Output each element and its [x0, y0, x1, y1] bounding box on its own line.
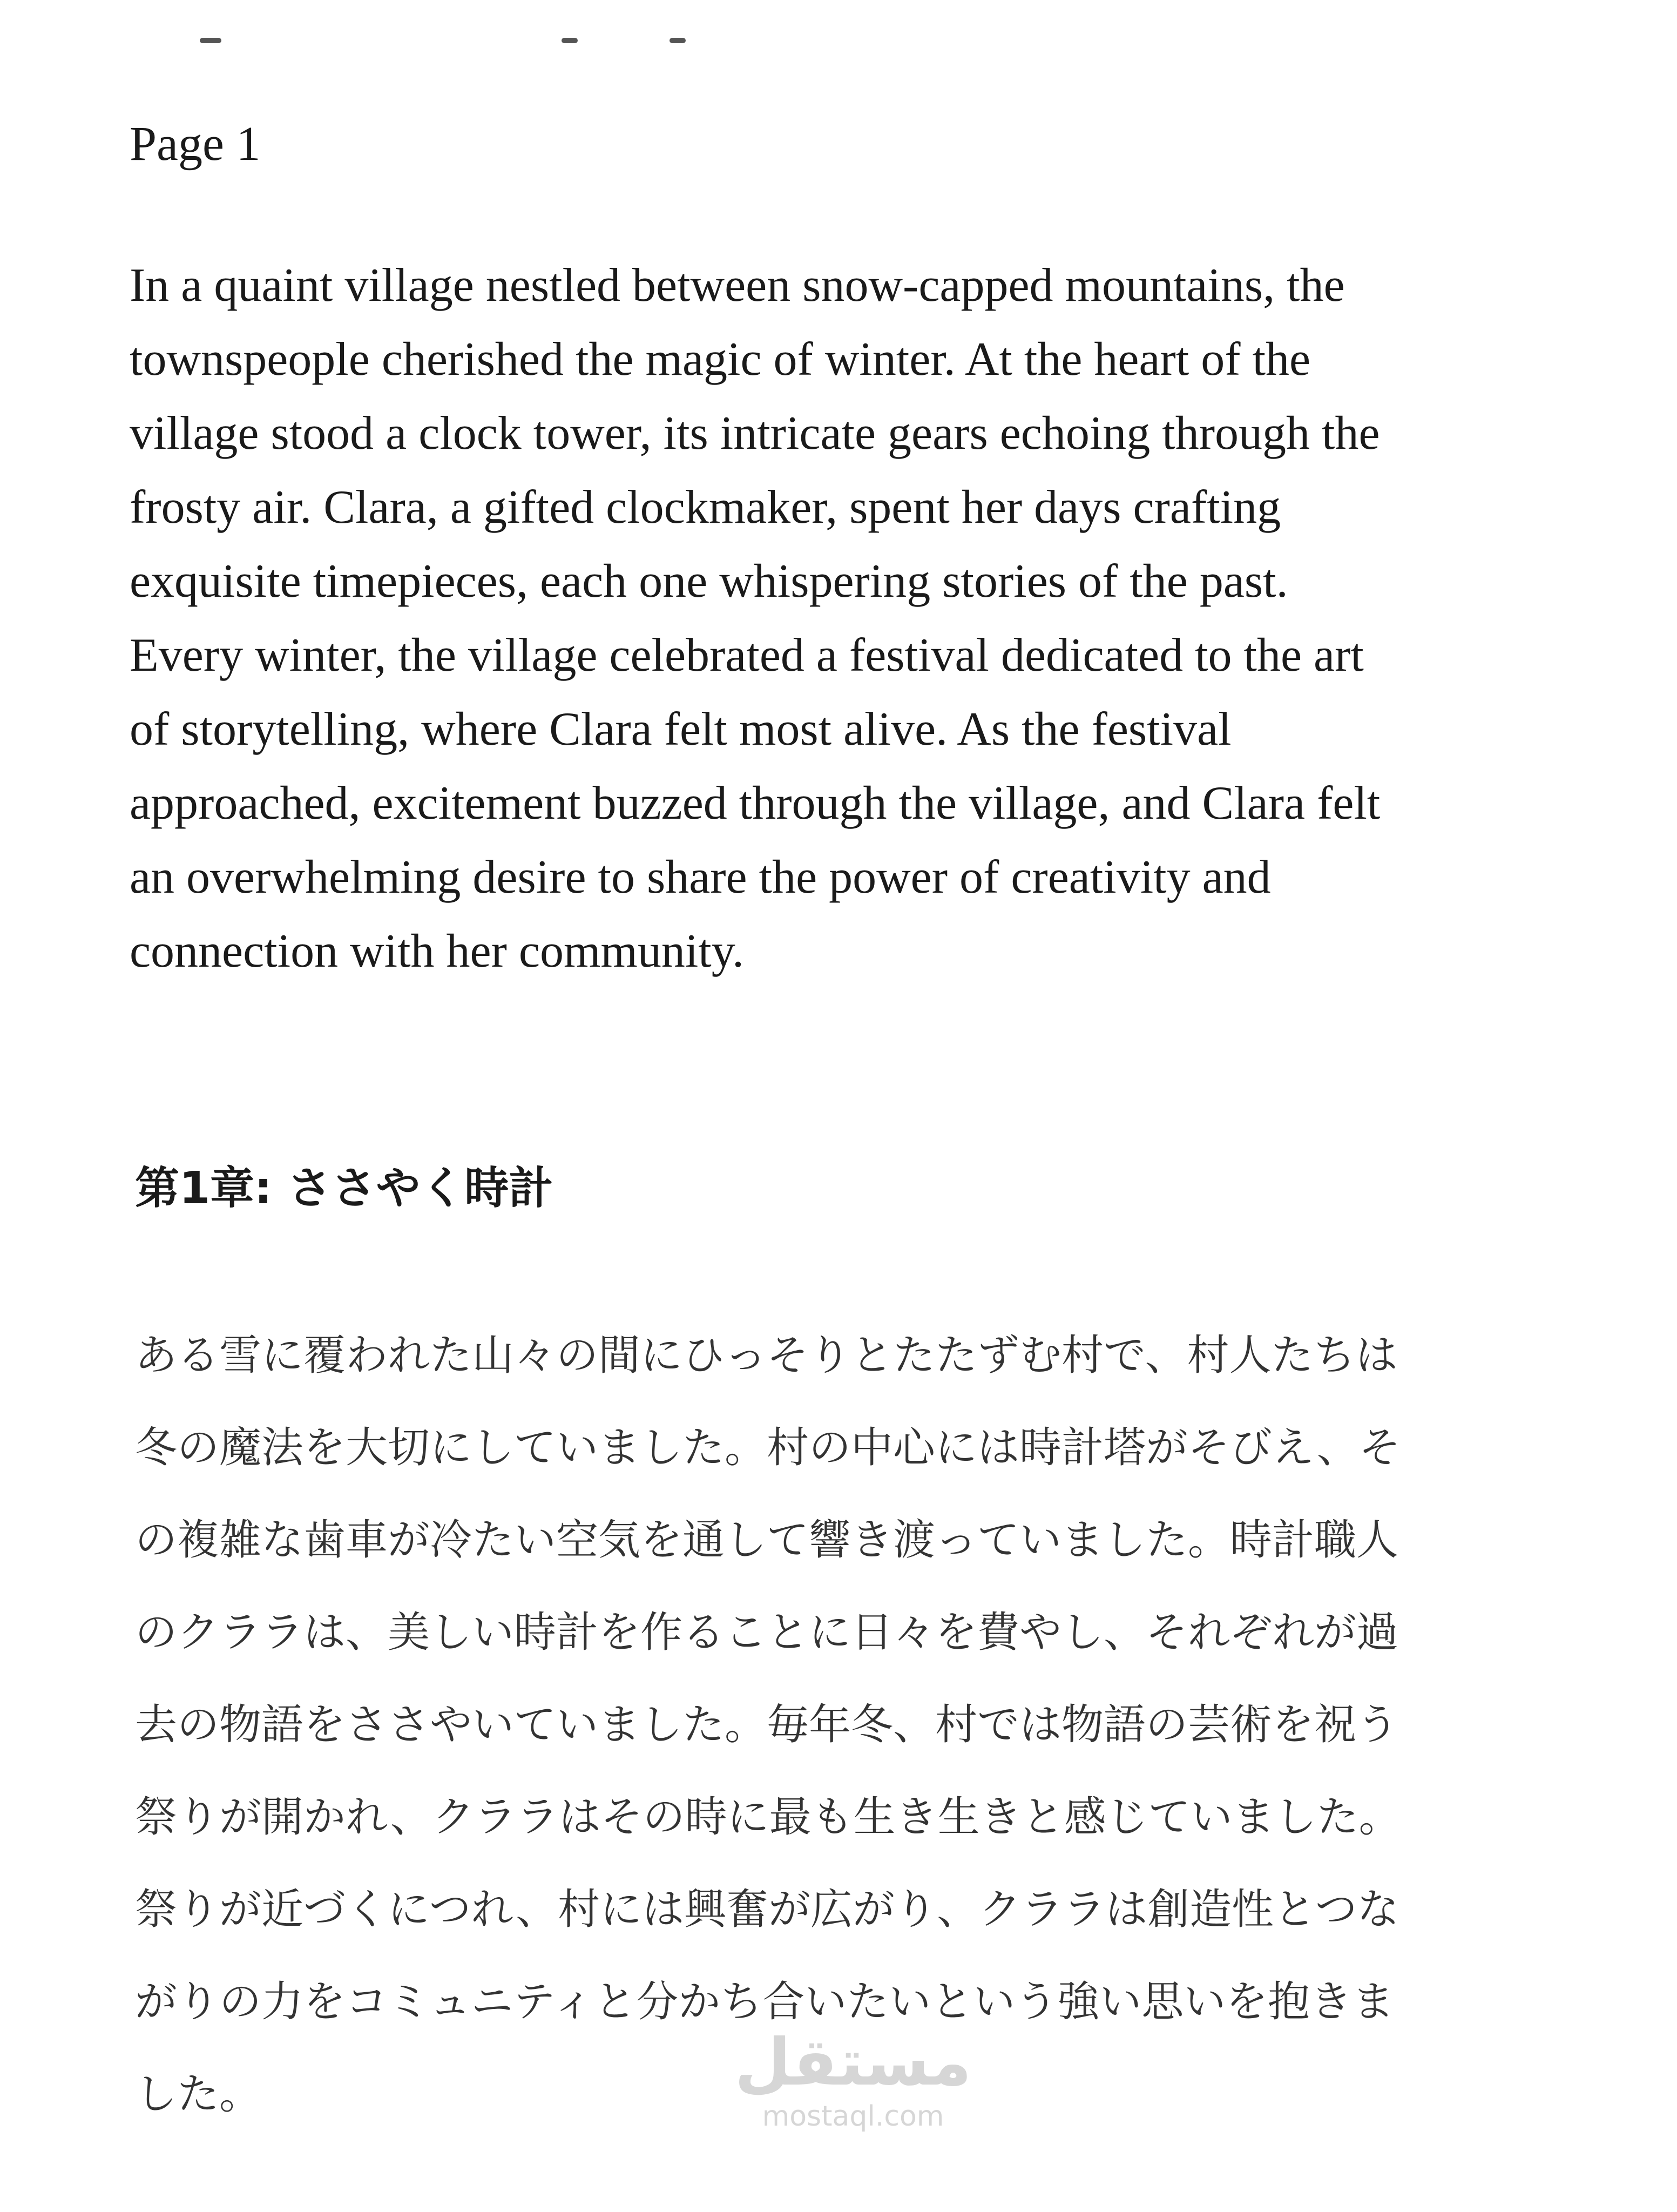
page-label: Page 1	[130, 117, 261, 171]
watermark	[713, 2025, 993, 2133]
chapter-heading: 第1章: ささやく時計	[135, 1163, 553, 1214]
watermark-logo: مستقل	[734, 2025, 972, 2100]
english-paragraph: In a quaint village nestled between snow-capped mountains, the townspeople cherished the magic of winter. At the heart of the village stood a clock tower, its intricate gears echoing through the frosty air. Clara, a gifted clockmaker, spent her days crafting exquisite timepieces, each one whispering stories of the past. Every winter, the village celebrated a festival dedicated to the art of storytelling, where Clara felt most alive. As the festival approached, excitement buzzed through the village, and Clara felt an overwhelming desire to share the power of creativity and connection with her community.	[130, 259, 1381, 977]
cropped-text-line	[130, 0, 723, 49]
watermark-site: mostaql.com	[762, 2100, 944, 2133]
japanese-paragraph: ある雪に覆われた山々の間にひっそりとたたずむ村で、村人たちは 冬の魔法を大切にしていました。村の中心には時計塔がそびえ、そ の複雑な歯車が冷たい空気を通して響き渡っていました。時計職人 のクララは、美しい時計を作ることに日々を費やし、それぞれが過 去の物語をささやいていました。毎年冬、村では物語の芸術を祝う 祭りが開かれ、クララはその時に最も生き生きと感じていました。 祭りが近づくにつれ、村には興奮が広がり、クララは創造性とつな がりの力をコミュニティと分かち合いたいという強い思いを抱きま した。	[135, 1331, 1401, 2119]
